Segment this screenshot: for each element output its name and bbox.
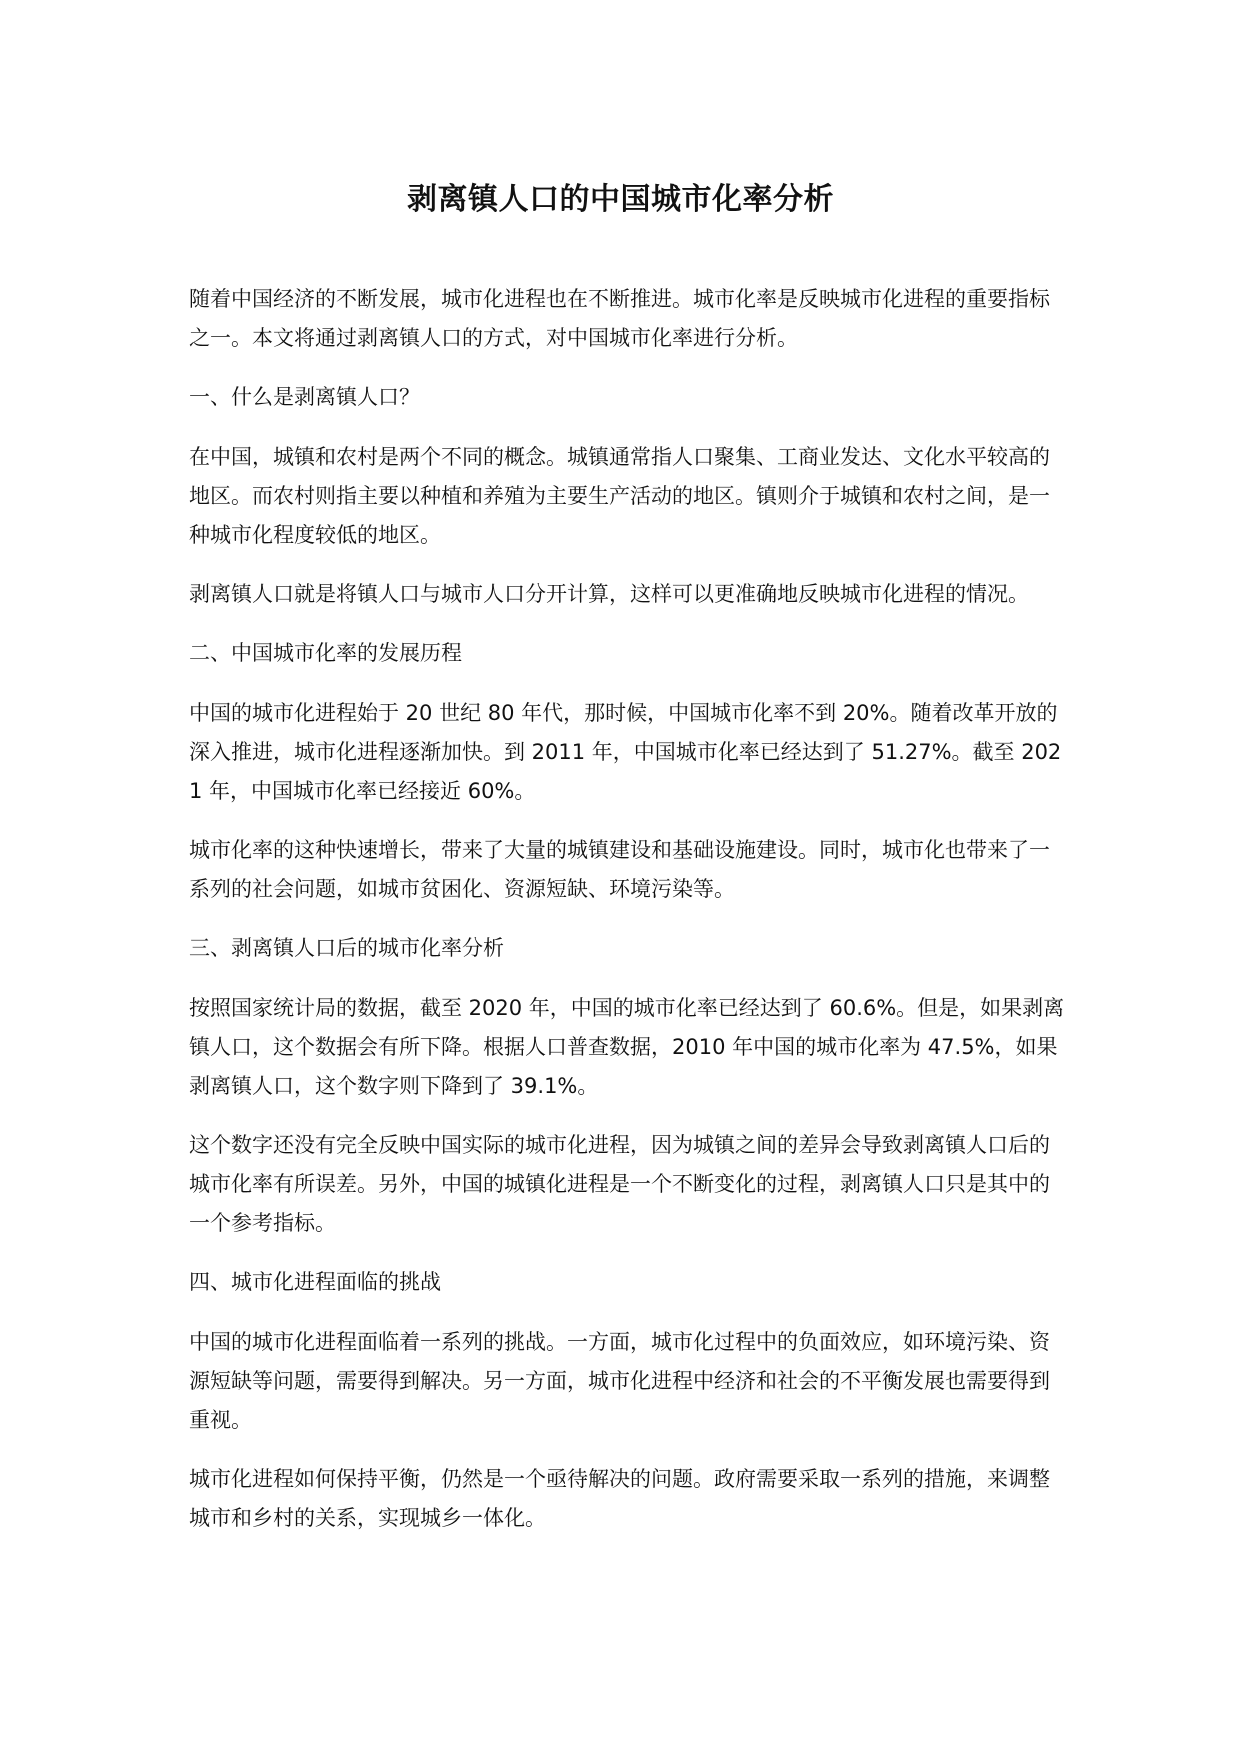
section-heading-3: 三、剥离镇人口后的城市化率分析 [189, 936, 504, 960]
paragraph: 城市化率的这种快速增长，带来了大量的城镇建设和基础设施建设。同时，城市化也带来了一系列的社会问题，如城市贫困化、资源短缺、环境污染等。 [189, 838, 1050, 901]
section-heading-1: 一、什么是剥离镇人口？ [189, 385, 420, 409]
paragraph: 在中国，城镇和农村是两个不同的概念。城镇通常指人口聚集、工商业发达、文化水平较高的地区。而农村则指主要以种植和养殖为主要生产活动的地区。镇则介于城镇和农村之间，是一种城市化程度较低的地区。 [189, 445, 1050, 547]
paragraph: 中国的城市化进程始于 20 世纪 80 年代，那时候，中国城市化率不到 20%。随着改革开放的深入推进，城市化进程逐渐加快。到 2011 年，中国城市化率已经达到了 51.27%。截至 2021 年，中国城市化率已经接近 60%。 [189, 701, 1062, 803]
document-body [189, 280, 1069, 1558]
paragraph: 按照国家统计局的数据，截至 2020 年，中国的城市化率已经达到了 60.6%。但是，如果剥离镇人口，这个数据会有所下降。根据人口普查数据，2010 年中国的城市化率为 47.5%，如果剥离镇人口，这个数字则下降到了 39.1%。 [189, 996, 1065, 1098]
section-heading-2: 二、中国城市化率的发展历程 [189, 641, 462, 665]
intro-paragraph: 随着中国经济的不断发展，城市化进程也在不断推进。城市化率是反映城市化进程的重要指标之一。本文将通过剥离镇人口的方式，对中国城市化率进行分析。 [189, 287, 1050, 350]
document-title: 剥离镇人口的中国城市化率分析 [407, 182, 834, 217]
section-heading-4: 四、城市化进程面临的挑战 [189, 1270, 441, 1294]
paragraph: 这个数字还没有完全反映中国实际的城市化进程，因为城镇之间的差异会导致剥离镇人口后的城市化率有所误差。另外，中国的城镇化进程是一个不断变化的过程，剥离镇人口只是其中的一个参考指标。 [189, 1133, 1050, 1235]
paragraph: 中国的城市化进程面临着一系列的挑战。一方面，城市化过程中的负面效应，如环境污染、资源短缺等问题，需要得到解决。另一方面，城市化进程中经济和社会的不平衡发展也需要得到重视。 [189, 1330, 1050, 1432]
paragraph: 城市化进程如何保持平衡，仍然是一个亟待解决的问题。政府需要采取一系列的措施，来调整城市和乡村的关系，实现城乡一体化。 [189, 1467, 1050, 1530]
paragraph: 剥离镇人口就是将镇人口与城市人口分开计算，这样可以更准确地反映城市化进程的情况。 [189, 582, 1029, 606]
